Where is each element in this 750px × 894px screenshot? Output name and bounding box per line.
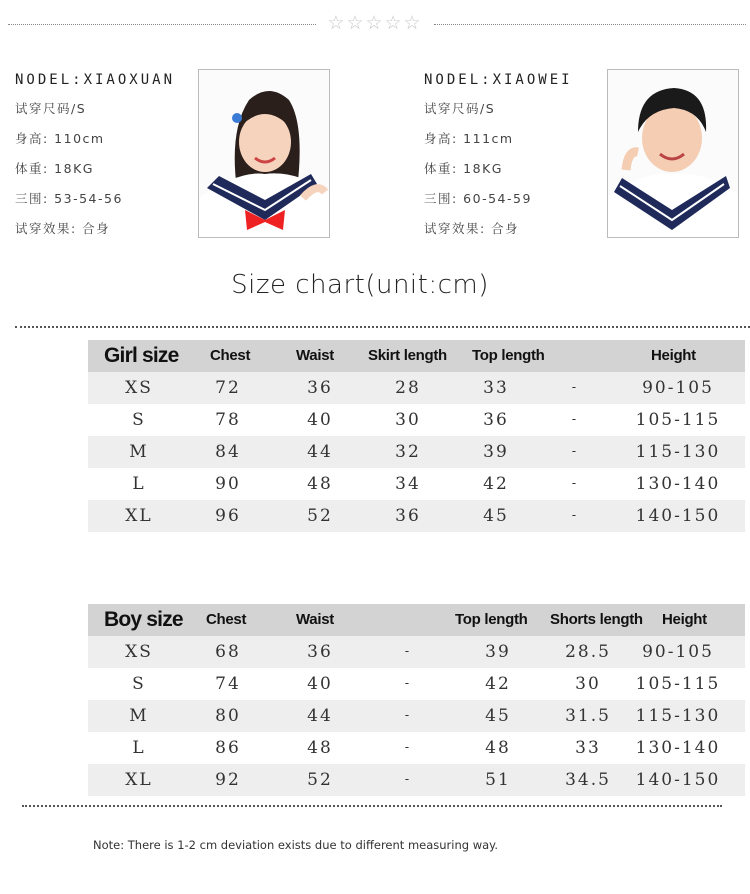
cell-empty: - xyxy=(571,476,579,491)
cell-top-length: 36 xyxy=(483,410,509,430)
cell-chest: 84 xyxy=(215,442,241,462)
cell-height: 115-130 xyxy=(635,442,721,462)
cell-chest: 96 xyxy=(215,506,241,526)
cell-size: S xyxy=(132,674,146,694)
header-skirt-length: Skirt length xyxy=(368,347,447,364)
header-top-length: Top length xyxy=(455,611,528,628)
cell-shorts-length: 28.5 xyxy=(565,642,611,662)
cell-top-length: 48 xyxy=(485,738,511,758)
cell-top-length: 39 xyxy=(485,642,511,662)
boy-model-photo xyxy=(607,69,739,238)
table-row xyxy=(88,404,745,436)
cell-chest: 72 xyxy=(215,378,241,398)
cell-size: S xyxy=(132,410,146,430)
cell-shorts-length: 31.5 xyxy=(565,706,611,726)
girl-model-photo xyxy=(198,69,330,238)
cell-waist: 36 xyxy=(307,378,333,398)
model-measurements: 三围: 53-54-56 xyxy=(15,191,123,206)
model-height: 身高: 111cm xyxy=(424,131,514,146)
cell-empty: - xyxy=(404,708,412,723)
cell-waist: 40 xyxy=(307,674,333,694)
header-height: Height xyxy=(651,347,696,364)
cell-waist: 48 xyxy=(307,738,333,758)
cell-empty: - xyxy=(571,380,579,395)
header-chest: Chest xyxy=(206,611,247,628)
boy-size-table xyxy=(88,604,745,796)
cell-height: 105-115 xyxy=(635,674,721,694)
model-info-girl xyxy=(15,70,175,244)
cell-size: M xyxy=(129,442,149,462)
cell-size: M xyxy=(129,706,149,726)
cell-empty: - xyxy=(404,740,412,755)
cell-waist: 40 xyxy=(307,410,333,430)
header-size: Boy size xyxy=(104,608,183,631)
cell-empty: - xyxy=(404,676,412,691)
cell-empty: - xyxy=(404,644,412,659)
cell-size: XS xyxy=(125,378,153,398)
cell-waist: 44 xyxy=(307,706,333,726)
cell-height: 115-130 xyxy=(635,706,721,726)
model-weight: 体重: 18KG xyxy=(15,161,94,176)
cell-skirt-length: 30 xyxy=(395,410,421,430)
header-top-length: Top length xyxy=(472,347,545,364)
cell-height: 130-140 xyxy=(635,738,721,758)
table-row xyxy=(88,764,745,796)
cell-height: 90-105 xyxy=(642,642,714,662)
girl-model-illustration xyxy=(199,70,329,237)
table-row xyxy=(88,500,745,532)
cell-shorts-length: 34.5 xyxy=(565,770,611,790)
cell-size: XL xyxy=(125,770,153,790)
top-divider-left xyxy=(8,24,316,25)
table-row xyxy=(88,700,745,732)
header-height: Height xyxy=(662,611,707,628)
cell-chest: 86 xyxy=(215,738,241,758)
cell-chest: 80 xyxy=(215,706,241,726)
cell-height: 105-115 xyxy=(635,410,721,430)
model-name: NODEL:XIAOXUAN xyxy=(15,72,176,88)
cell-skirt-length: 34 xyxy=(395,474,421,494)
cell-skirt-length: 32 xyxy=(395,442,421,462)
header-size: Girl size xyxy=(104,344,179,367)
header-waist: Waist xyxy=(296,611,334,628)
cell-top-length: 42 xyxy=(483,474,509,494)
cell-size: XL xyxy=(125,506,153,526)
cell-shorts-length: 33 xyxy=(575,738,601,758)
table-header xyxy=(88,604,745,636)
model-info-boy xyxy=(424,70,573,244)
boy-table-body xyxy=(88,636,745,796)
cell-chest: 90 xyxy=(215,474,241,494)
table-header xyxy=(88,340,745,372)
divider-top xyxy=(15,326,750,328)
cell-size: XS xyxy=(125,642,153,662)
measurement-note: Note: There is 1-2 cm deviation exists due to different measuring way. xyxy=(93,838,498,852)
cell-height: 90-105 xyxy=(642,378,714,398)
cell-top-length: 45 xyxy=(483,506,509,526)
cell-top-length: 33 xyxy=(483,378,509,398)
size-chart-title: Size chart(unit:cm) xyxy=(231,270,489,300)
table-row xyxy=(88,668,745,700)
cell-chest: 68 xyxy=(215,642,241,662)
cell-top-length: 39 xyxy=(483,442,509,462)
model-height: 身高: 110cm xyxy=(15,131,105,146)
cell-size: L xyxy=(132,474,146,494)
cell-skirt-length: 28 xyxy=(395,378,421,398)
cell-top-length: 51 xyxy=(485,770,511,790)
divider-bottom xyxy=(22,805,722,807)
cell-height: 130-140 xyxy=(635,474,721,494)
table-row xyxy=(88,732,745,764)
cell-height: 140-150 xyxy=(635,506,721,526)
cell-height: 140-150 xyxy=(635,770,721,790)
header-chest: Chest xyxy=(210,347,251,364)
header-waist: Waist xyxy=(296,347,334,364)
boy-model-illustration xyxy=(608,70,738,237)
cell-skirt-length: 36 xyxy=(395,506,421,526)
cell-waist: 44 xyxy=(307,442,333,462)
cell-waist: 36 xyxy=(307,642,333,662)
model-size: 试穿尺码/S xyxy=(424,101,496,116)
cell-chest: 92 xyxy=(215,770,241,790)
cell-size: L xyxy=(132,738,146,758)
model-size: 试穿尺码/S xyxy=(15,101,87,116)
girl-size-table xyxy=(88,340,745,532)
cell-empty: - xyxy=(571,444,579,459)
table-row xyxy=(88,372,745,404)
stars-decoration: ☆☆☆☆☆ xyxy=(327,12,423,34)
model-weight: 体重: 18KG xyxy=(424,161,503,176)
cell-shorts-length: 30 xyxy=(575,674,601,694)
cell-chest: 74 xyxy=(215,674,241,694)
cell-top-length: 42 xyxy=(485,674,511,694)
top-divider-right xyxy=(434,24,746,25)
model-fit: 试穿效果: 合身 xyxy=(15,221,111,236)
table-row xyxy=(88,468,745,500)
header-shorts-length: Shorts length xyxy=(550,611,643,628)
table-row xyxy=(88,436,745,468)
model-measurements: 三围: 60-54-59 xyxy=(424,191,532,206)
model-name: NODEL:XIAOWEI xyxy=(424,72,573,88)
cell-chest: 78 xyxy=(215,410,241,430)
cell-empty: - xyxy=(571,508,579,523)
cell-empty: - xyxy=(404,772,412,787)
cell-waist: 52 xyxy=(307,506,333,526)
model-fit: 试穿效果: 合身 xyxy=(424,221,520,236)
table-row xyxy=(88,636,745,668)
cell-top-length: 45 xyxy=(485,706,511,726)
cell-waist: 48 xyxy=(307,474,333,494)
cell-empty: - xyxy=(571,412,579,427)
cell-waist: 52 xyxy=(307,770,333,790)
girl-table-body xyxy=(88,372,745,532)
